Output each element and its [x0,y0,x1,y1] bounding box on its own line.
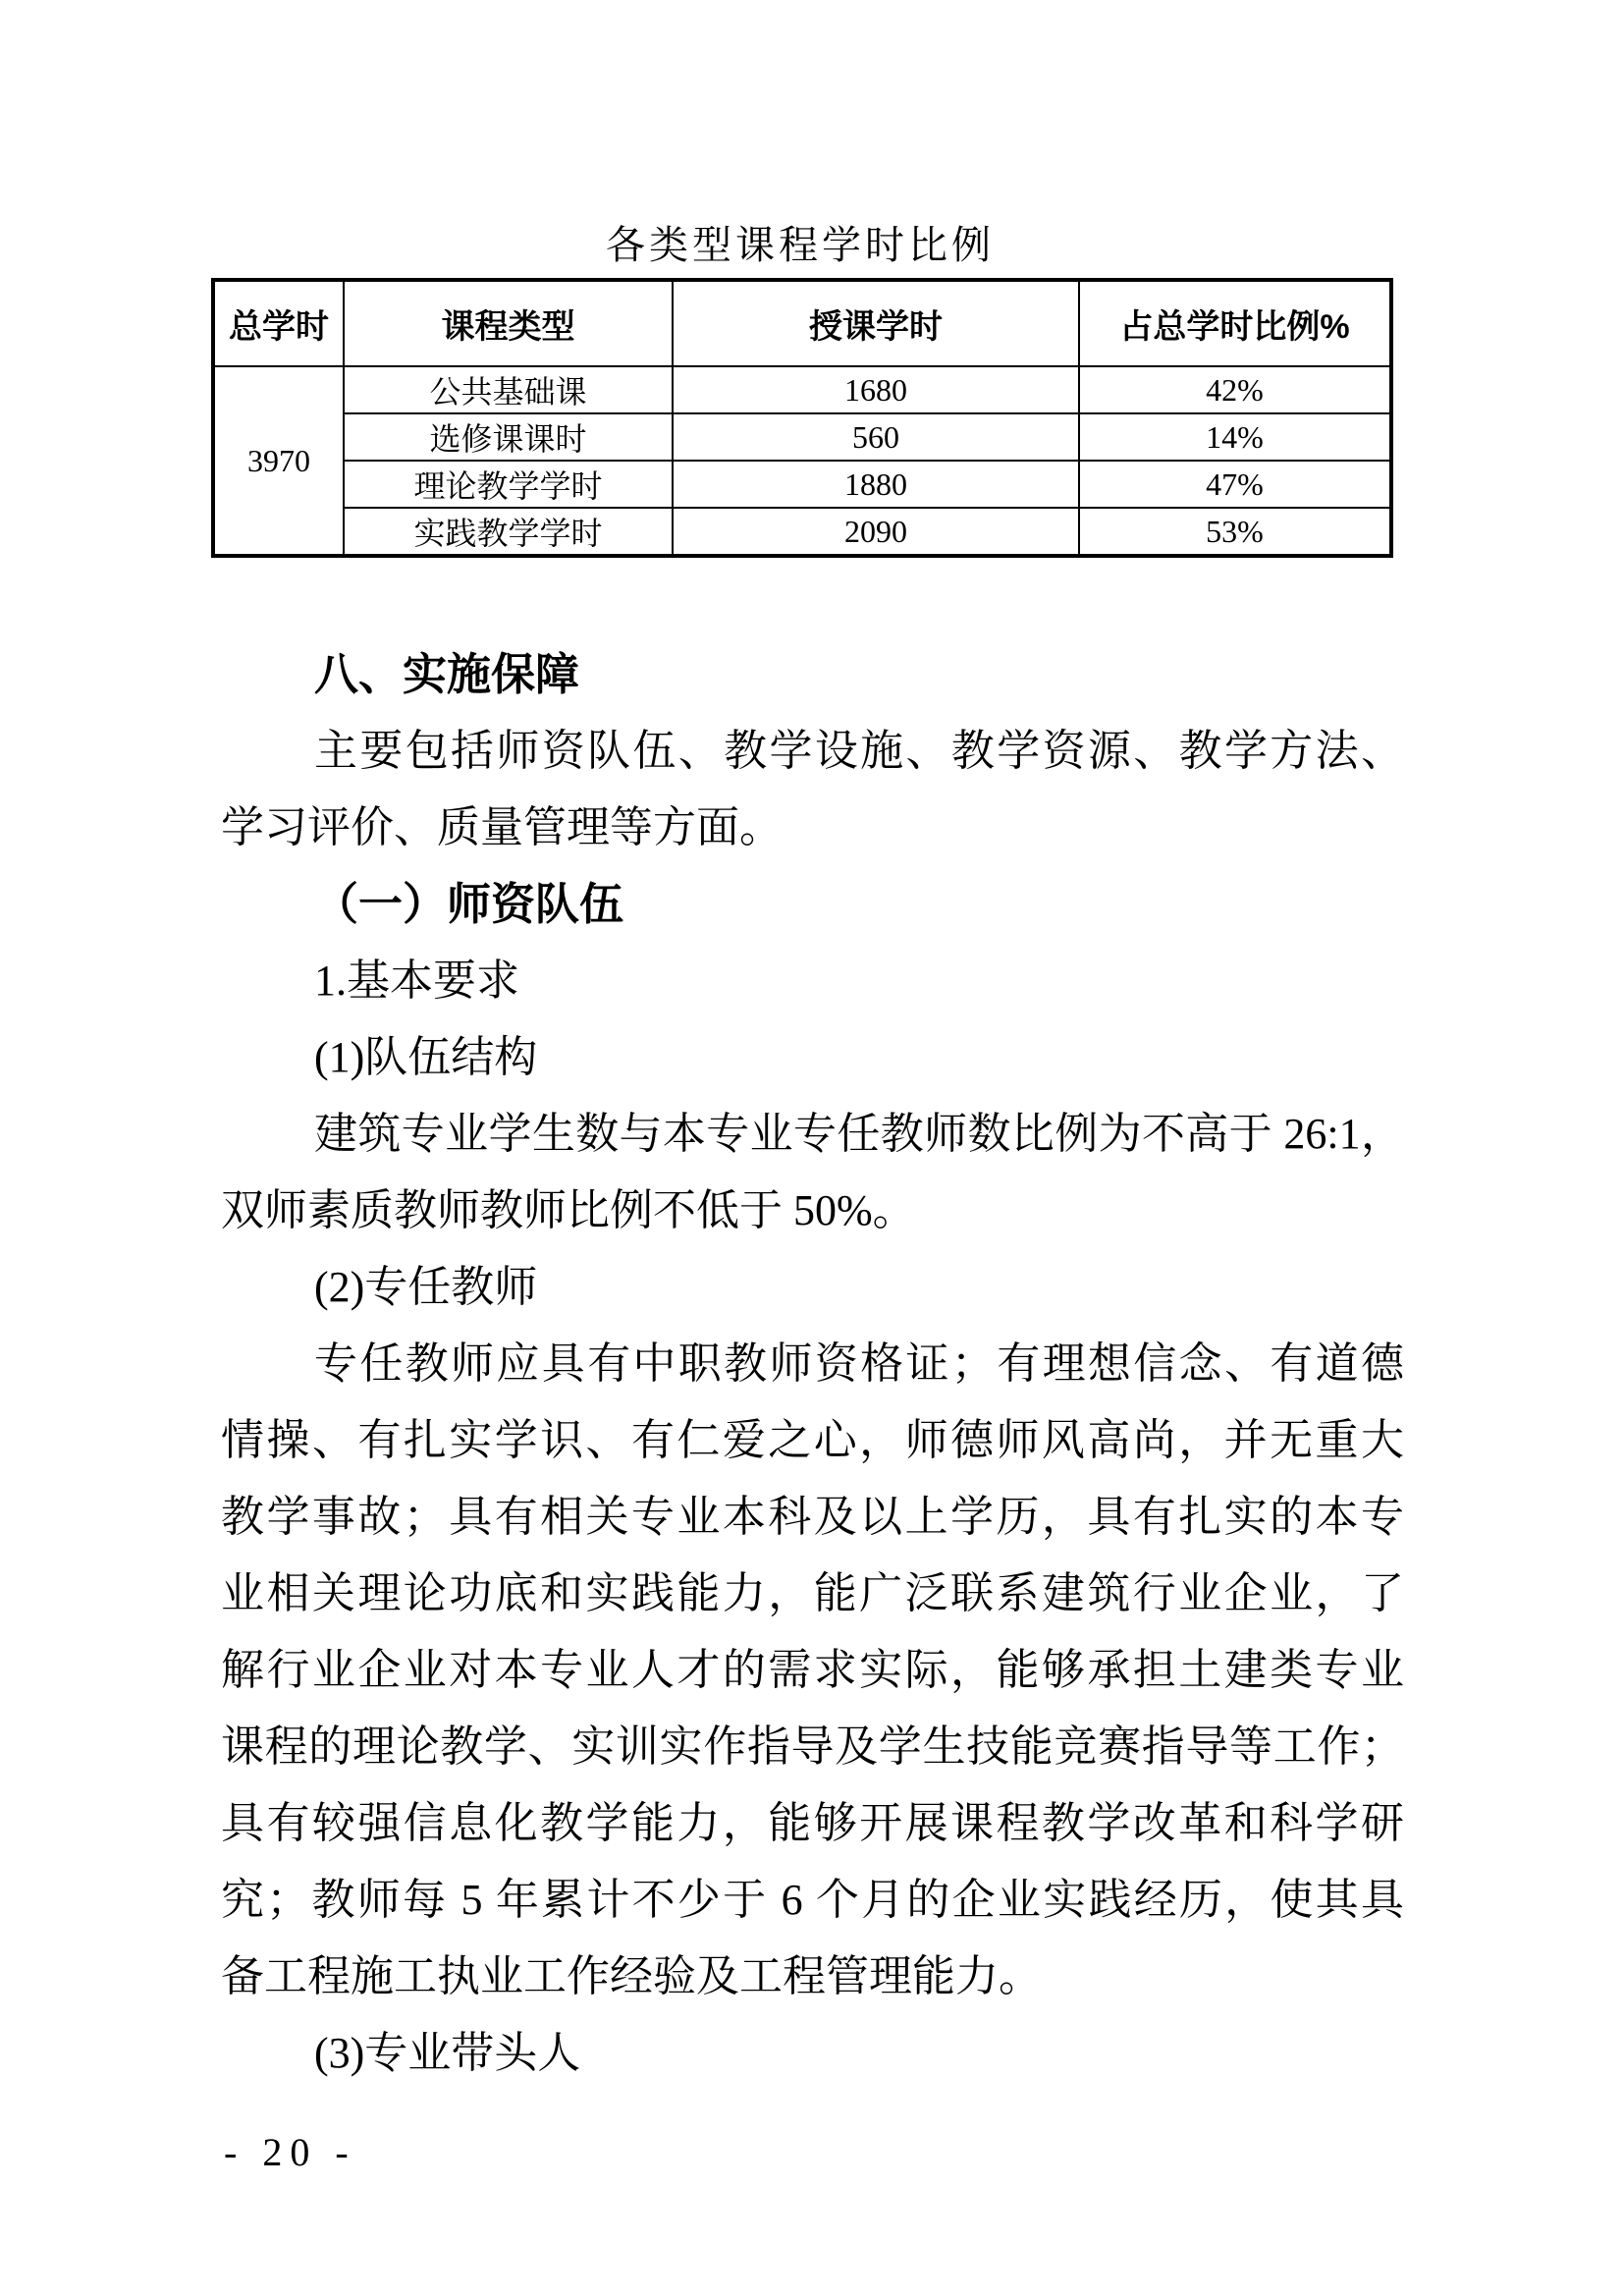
percent-cell: 47% [1079,461,1391,508]
paragraph-line: 专任教师应具有中职教师资格证；有理想信念、有道德 [314,1339,1404,1388]
hours-cell: 1680 [673,366,1079,413]
paragraph-line: 教学事故；具有相关专业本科及以上学历，具有扎实的本专 [221,1493,1404,1541]
percent-cell: 53% [1079,508,1391,556]
header-teach-hours: 授课学时 [673,280,1079,366]
table-title: 各类型课程学时比例 [606,223,995,267]
percent-cell: 42% [1079,366,1391,413]
paragraph-line: 学习评价、质量管理等方面。 [221,803,783,851]
numbered-item-heading: 1.基本要求 [314,957,519,1005]
paragraph-line: 业相关理论功底和实践能力，能广泛联系建筑行业企业，了 [221,1569,1404,1617]
paragraph-line: 主要包括师资队伍、教学设施、教学资源、教学方法、 [314,727,1404,775]
paragraph-line: 具有较强信息化教学能力，能够开展课程教学改革和科学研 [221,1799,1404,1847]
table-row [213,508,1391,556]
hours-cell: 560 [673,413,1079,461]
paragraph-line: 课程的理论教学、实训实作指导及学生技能竞赛指导等工作； [221,1722,1404,1771]
subsection-heading: （一）师资队伍 [314,879,624,929]
table-header-row [213,280,1391,366]
paragraph-line: 建筑专业学生数与本专业专任教师数比例为不高于 26:1， [314,1110,1404,1158]
numbered-item-heading: (1)队伍结构 [314,1033,538,1081]
total-hours-cell: 3970 [213,366,344,556]
percent-cell: 14% [1079,413,1391,461]
paragraph-line: 双师素质教师教师比例不低于 50%。 [221,1186,916,1234]
table-row [213,413,1391,461]
header-percent: 占总学时比例% [1079,280,1391,366]
hours-cell: 1880 [673,461,1079,508]
course-type-cell: 公共基础课 [344,366,673,413]
body-text [0,636,1623,2092]
course-type-cell: 实践教学学时 [344,508,673,556]
paragraph-line: 解行业企业对本专业人才的需求实际，能够承担土建类专业 [221,1646,1404,1694]
course-type-cell: 理论教学学时 [344,461,673,508]
header-course-type: 课程类型 [344,280,673,366]
paragraph-line: 情操、有扎实学识、有仁爱之心，师德师风高尚，并无重大 [221,1416,1404,1464]
numbered-item-heading: (2)专任教师 [314,1263,538,1311]
page-number: - 20 - [224,2130,356,2174]
paragraph-line: 备工程施工执业工作经验及工程管理能力。 [221,1952,1042,2000]
table-row [213,461,1391,508]
course-type-cell: 选修课课时 [344,413,673,461]
header-total-hours: 总学时 [213,280,344,366]
paragraph-line: 究；教师每 5 年累计不少于 6 个月的企业实践经历，使其具 [221,1876,1404,1924]
hours-cell: 2090 [673,508,1079,556]
numbered-item-heading: (3)专业带头人 [314,2029,581,2077]
section-heading: 八、实施保障 [314,649,580,699]
table-row [213,366,1391,413]
course-hours-table [211,278,1393,558]
